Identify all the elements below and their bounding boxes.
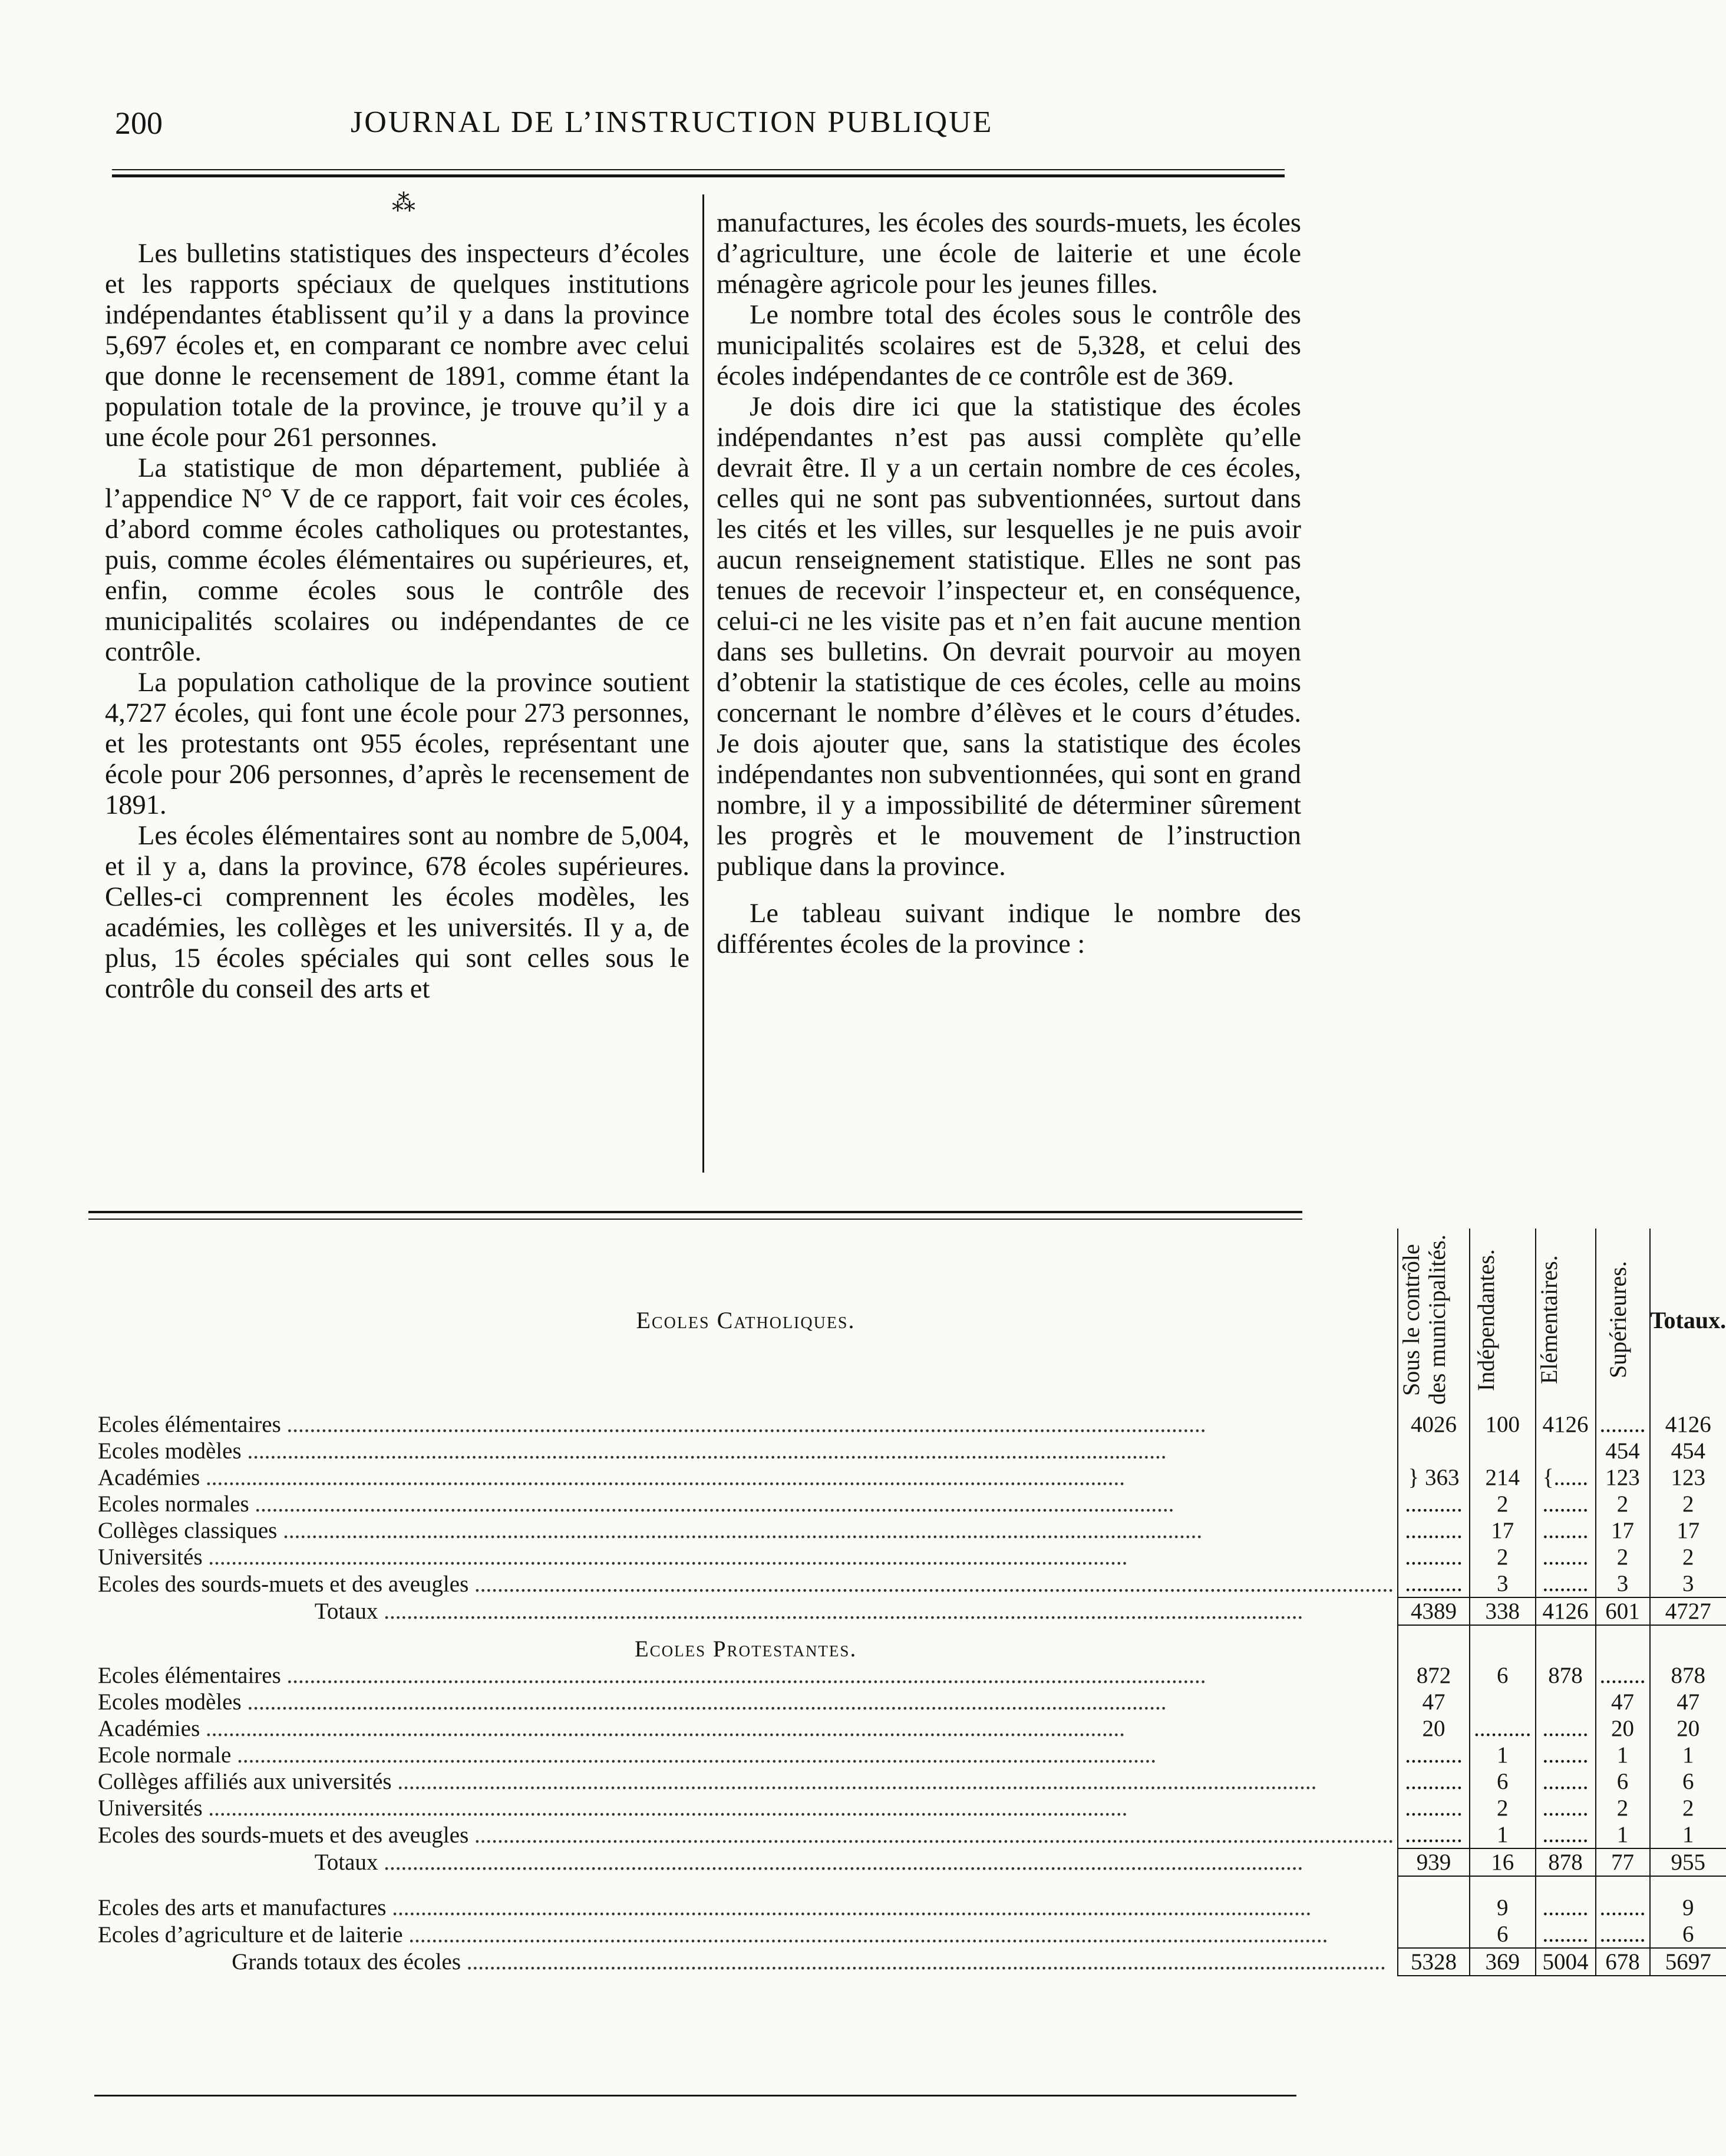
- row-label-text: Grands totaux des écoles: [232, 1949, 461, 1975]
- total-row: [94, 1848, 1726, 1876]
- cell-c4: 2: [1596, 1544, 1650, 1570]
- row-label-text: Collèges affiliés aux universités: [98, 1769, 392, 1794]
- cell-c4: 2: [1596, 1491, 1650, 1517]
- cell-c3: ........: [1536, 1921, 1596, 1948]
- cell-c1: 4026: [1398, 1411, 1470, 1438]
- cell-c1: ..........: [1398, 1491, 1470, 1517]
- cell-c5: 20: [1650, 1715, 1726, 1742]
- paragraph: Je dois dire ici que la statistique des écoles indépendantes n’est pas aussi complète qu’elle devrait être. Il y a un certain nombre de ces écoles, celles qui ne sont pas subventionnées, surtout dans les cités et les villes, sur lesquelles je ne puis avoir aucun renseignement statistique. Elles ne sont pas tenues de recevoir l’inspecteur et, en conséquence, celui-ci ne les visite pas et n’en fait aucune mention dans ses bulletins. On devrait pourvoir au moyen d’obtenir la statistique de ces écoles, celle au moins concernant le nombre d’élèves et le cours d’études. Je dois ajouter que, sans la statistique des écoles indépendantes non subventionnées, qui sont en grand nombre, il y a impossibilité de déterminer sûrement les progrès et le mouvement de l’instruction publique dans la province.: [717, 392, 1301, 881]
- row-label: [94, 1597, 1398, 1625]
- spacer-cell: [94, 1876, 1398, 1894]
- cell-c1: ..........: [1398, 1570, 1470, 1597]
- paragraph: Les écoles élémentaires sont au nombre de 5,004, et il y a, dans la province, 678 écoles supérieures. Celles-ci comprennent les écoles modèles, les académies, les collèges et les universités. Il y a, de plus, 15 écoles spéciales qui sont celles sous le contrôle du conseil des arts et: [105, 821, 689, 1004]
- cell-c2: 2: [1470, 1544, 1536, 1570]
- leader-dots: ................................................................................................................................................................: [378, 1599, 1303, 1624]
- table-row: [94, 1768, 1726, 1795]
- column-divider: [702, 194, 704, 1173]
- cell-c4: 3: [1596, 1570, 1650, 1597]
- schools-table: [94, 1229, 1726, 1976]
- cell-c2: 17: [1470, 1517, 1536, 1544]
- column-header-label: Supérieures.: [1604, 1261, 1631, 1379]
- cell-c1: } 363: [1398, 1464, 1470, 1491]
- table-top-rule: [88, 1211, 1302, 1213]
- spacer-row: [94, 1876, 1726, 1894]
- cell-c1: 939: [1398, 1848, 1470, 1876]
- right-column: [717, 208, 1301, 960]
- cell-c3: 878: [1536, 1662, 1596, 1689]
- empty-cell: [1596, 1876, 1650, 1894]
- cell-c2: 214: [1470, 1464, 1536, 1491]
- row-label-text: Universités: [98, 1544, 203, 1570]
- cell-c1: [1398, 1921, 1470, 1948]
- leader-dots: ................................................................................................................................................................: [200, 1716, 1126, 1741]
- leader-dots: ................................................................................................................................................................: [461, 1949, 1386, 1975]
- cell-c3: ........: [1536, 1491, 1596, 1517]
- cell-c5: 2: [1650, 1491, 1726, 1517]
- cell-c1: ..........: [1398, 1821, 1470, 1848]
- cell-c3: ........: [1536, 1715, 1596, 1742]
- header-rule-thin: [112, 169, 1285, 170]
- leader-dots: ................................................................................................................................................................: [468, 1822, 1394, 1848]
- table-top-rule-thin: [88, 1219, 1302, 1220]
- row-label: [94, 1742, 1398, 1768]
- leader-dots: ................................................................................................................................................................: [241, 1438, 1167, 1464]
- empty-cell: [1650, 1876, 1726, 1894]
- leader-dots: ................................................................................................................................................................: [402, 1921, 1328, 1947]
- row-label: [94, 1768, 1398, 1795]
- row-label-text: Totaux: [314, 1850, 378, 1875]
- cell-c4: 47: [1596, 1689, 1650, 1715]
- column-header: [1596, 1229, 1650, 1411]
- cell-c1: ..........: [1398, 1742, 1470, 1768]
- row-label: [94, 1662, 1398, 1689]
- cell-c2: ..........: [1470, 1715, 1536, 1742]
- cell-c2: 100: [1470, 1411, 1536, 1438]
- table-row: [94, 1438, 1726, 1464]
- row-label: [94, 1544, 1398, 1570]
- cell-c4: ........: [1596, 1894, 1650, 1921]
- table-row: [94, 1894, 1726, 1921]
- empty-cell: [1470, 1625, 1536, 1662]
- cell-c1: 47: [1398, 1689, 1470, 1715]
- section-heading: Ecoles Protestantes.: [634, 1636, 857, 1662]
- header-rule-thick: [112, 174, 1285, 177]
- cell-c2: 369: [1470, 1948, 1536, 1976]
- cell-c4: 123: [1596, 1464, 1650, 1491]
- cell-c2: 3: [1470, 1570, 1536, 1597]
- cell-c4: 1: [1596, 1742, 1650, 1768]
- section-heading-row: [94, 1625, 1726, 1662]
- row-label-text: Ecoles élémentaires: [98, 1663, 281, 1688]
- cell-c3: 878: [1536, 1848, 1596, 1876]
- cell-c1: ..........: [1398, 1768, 1470, 1795]
- cell-c3: ........: [1536, 1768, 1596, 1795]
- cell-c4: 6: [1596, 1768, 1650, 1795]
- paragraph: La population catholique de la province soutient 4,727 écoles, qui font une école pour 273 personnes, et les protestants ont 955 écoles, représentant une école pour 206 personnes, d’après le recensement de 1891.: [105, 668, 689, 820]
- cell-c4: 17: [1596, 1517, 1650, 1544]
- leader-dots: ................................................................................................................................................................: [280, 1412, 1206, 1437]
- cell-c5: 955: [1650, 1848, 1726, 1876]
- column-header: [1470, 1229, 1536, 1411]
- cell-c4: 601: [1596, 1597, 1650, 1625]
- empty-cell: [1536, 1876, 1596, 1894]
- row-label-text: Collèges classiques: [98, 1518, 278, 1543]
- column-header: [1398, 1229, 1470, 1411]
- cell-c3: 5004: [1536, 1948, 1596, 1976]
- leader-dots: ................................................................................................................................................................: [241, 1689, 1167, 1715]
- cell-c5: 4727: [1650, 1597, 1726, 1625]
- row-label-text: Totaux: [314, 1599, 378, 1624]
- cell-c5: 5697: [1650, 1948, 1726, 1976]
- cell-c2: 2: [1470, 1795, 1536, 1821]
- empty-cell: [1650, 1625, 1726, 1662]
- cell-c5: 47: [1650, 1689, 1726, 1715]
- paragraph: Le nombre total des écoles sous le contrôle des municipalités scolaires est de 5,328, et celui des écoles indépendantes de ce contrôle est de 369.: [717, 300, 1301, 391]
- cell-c3: ........: [1536, 1517, 1596, 1544]
- row-label-text: Ecoles des arts et manufactures: [98, 1895, 387, 1920]
- row-label-text: Ecoles d’agriculture et de laiterie: [98, 1921, 403, 1947]
- leader-dots: ................................................................................................................................................................: [202, 1795, 1128, 1821]
- leader-dots: ................................................................................................................................................................: [280, 1663, 1206, 1688]
- leader-dots: ................................................................................................................................................................: [386, 1895, 1312, 1920]
- cell-c1: ..........: [1398, 1544, 1470, 1570]
- paragraph: Le tableau suivant indique le nombre des différentes écoles de la province :: [717, 899, 1301, 959]
- cell-c4: 2: [1596, 1795, 1650, 1821]
- cell-c4: 77: [1596, 1848, 1650, 1876]
- cell-c1: 4389: [1398, 1597, 1470, 1625]
- table-row: [94, 1464, 1726, 1491]
- row-label: [94, 1517, 1398, 1544]
- cell-c1: ..........: [1398, 1795, 1470, 1821]
- table-row: [94, 1491, 1726, 1517]
- column-header-label: Indépendantes.: [1472, 1249, 1499, 1391]
- page-header: [0, 105, 1345, 152]
- row-label-text: Ecole normale: [98, 1742, 232, 1768]
- row-label: [94, 1715, 1398, 1742]
- asterism: ⁂: [392, 190, 415, 216]
- cell-c1: 872: [1398, 1662, 1470, 1689]
- cell-c3: [1536, 1689, 1596, 1715]
- cell-c4: ........: [1596, 1662, 1650, 1689]
- cell-c4: 678: [1596, 1948, 1650, 1976]
- leader-dots: ................................................................................................................................................................: [277, 1518, 1203, 1543]
- table-row: [94, 1544, 1726, 1570]
- cell-c2: 2: [1470, 1491, 1536, 1517]
- cell-c4: 454: [1596, 1438, 1650, 1464]
- cell-c2: 1: [1470, 1821, 1536, 1848]
- cell-c5: 878: [1650, 1662, 1726, 1689]
- row-label: [94, 1438, 1398, 1464]
- cell-c4: ........: [1596, 1411, 1650, 1438]
- cell-c3: [1536, 1438, 1596, 1464]
- row-label-text: Universités: [98, 1795, 203, 1821]
- column-header: [1536, 1229, 1596, 1411]
- row-label: [94, 1689, 1398, 1715]
- row-label-text: Ecoles des sourds-muets et des aveugles: [98, 1822, 469, 1848]
- cell-c2: 6: [1470, 1921, 1536, 1948]
- cell-c4: 20: [1596, 1715, 1650, 1742]
- paragraph: La statistique de mon département, publiée à l’appendice N° V de ce rapport, fait voir ces écoles, d’abord comme écoles catholiques ou protestantes, puis, comme écoles élémentaires ou supérieures, et, enfin, comme écoles sous le contrôle des municipalités scolaires ou indépendantes de ce contrôle.: [105, 453, 689, 667]
- table-row: [94, 1742, 1726, 1768]
- cell-c3: 4126: [1536, 1411, 1596, 1438]
- cell-c1: [1398, 1438, 1470, 1464]
- cell-c3: 4126: [1536, 1597, 1596, 1625]
- row-label-text: Ecoles modèles: [98, 1438, 242, 1464]
- bottom-rule: [94, 2095, 1296, 2096]
- row-label-text: Ecoles élémentaires: [98, 1412, 281, 1437]
- cell-c5: 6: [1650, 1921, 1726, 1948]
- table-row: [94, 1921, 1726, 1948]
- cell-c5: 1: [1650, 1821, 1726, 1848]
- row-label: [94, 1821, 1398, 1848]
- cell-c4: ........: [1596, 1921, 1650, 1948]
- row-label-text: Académies: [98, 1465, 200, 1490]
- empty-cell: [1470, 1876, 1536, 1894]
- table-row: [94, 1662, 1726, 1689]
- cell-c3: ........: [1536, 1742, 1596, 1768]
- table-row: [94, 1411, 1726, 1438]
- row-label-text: Ecoles des sourds-muets et des aveugles: [98, 1571, 469, 1597]
- row-label: [94, 1948, 1398, 1976]
- row-label: [94, 1921, 1398, 1948]
- page-number: 200: [115, 105, 163, 141]
- total-row: [94, 1597, 1726, 1625]
- cell-c5: 3: [1650, 1570, 1726, 1597]
- cell-c1: [1398, 1894, 1470, 1921]
- cell-c2: 338: [1470, 1597, 1536, 1625]
- cell-c3: ........: [1536, 1570, 1596, 1597]
- table-row: [94, 1517, 1726, 1544]
- table-header-row: [94, 1229, 1726, 1411]
- leader-dots: ................................................................................................................................................................: [378, 1850, 1303, 1875]
- leader-dots: ................................................................................................................................................................: [200, 1465, 1126, 1490]
- row-label-text: Académies: [98, 1716, 200, 1741]
- cell-c1: 20: [1398, 1715, 1470, 1742]
- paragraph: Les bulletins statistiques des inspecteurs d’écoles et les rapports spéciaux de quelques institutions indépendantes établissent qu’il y a dans la province 5,697 écoles et, en comparant ce nombre avec celui que donne le recensement de 1891, comme étant la population totale de la province, je trouve qu’il y a une école pour 261 personnes.: [105, 239, 689, 453]
- empty-cell: [1398, 1876, 1470, 1894]
- column-header-label: Sous le contrôle des municipalités.: [1398, 1234, 1451, 1405]
- row-label: [94, 1464, 1398, 1491]
- total-row: [94, 1948, 1726, 1976]
- table-row: [94, 1821, 1726, 1848]
- empty-cell: [1596, 1625, 1650, 1662]
- cell-c5: 454: [1650, 1438, 1726, 1464]
- leader-dots: ................................................................................................................................................................: [391, 1769, 1317, 1794]
- cell-c5: 4126: [1650, 1411, 1726, 1438]
- table-row: [94, 1689, 1726, 1715]
- cell-c5: 17: [1650, 1517, 1726, 1544]
- table-row: [94, 1570, 1726, 1597]
- cell-c2: 1: [1470, 1742, 1536, 1768]
- cell-c5: 1: [1650, 1742, 1726, 1768]
- column-header-label: Elémentaires.: [1535, 1255, 1562, 1385]
- cell-c2: 9: [1470, 1894, 1536, 1921]
- empty-cell: [1398, 1625, 1470, 1662]
- cell-c2: 16: [1470, 1848, 1536, 1876]
- cell-c2: [1470, 1689, 1536, 1715]
- row-label: [94, 1894, 1398, 1921]
- leader-dots: ................................................................................................................................................................: [202, 1544, 1128, 1570]
- leader-dots: ................................................................................................................................................................: [231, 1742, 1157, 1768]
- column-header: [1650, 1229, 1726, 1411]
- row-label: [94, 1491, 1398, 1517]
- cell-c3: ........: [1536, 1894, 1596, 1921]
- cell-c2: [1470, 1438, 1536, 1464]
- cell-c1: 5328: [1398, 1948, 1470, 1976]
- table-row: [94, 1795, 1726, 1821]
- cell-c5: 123: [1650, 1464, 1726, 1491]
- cell-c2: 6: [1470, 1768, 1536, 1795]
- leader-dots: ................................................................................................................................................................: [249, 1491, 1174, 1517]
- cell-c3: ........: [1536, 1795, 1596, 1821]
- cell-c5: 9: [1650, 1894, 1726, 1921]
- row-label-text: Ecoles modèles: [98, 1689, 242, 1715]
- cell-c5: 6: [1650, 1768, 1726, 1795]
- column-header-label: Totaux.: [1650, 1306, 1726, 1333]
- cell-c1: ..........: [1398, 1517, 1470, 1544]
- cell-c4: 1: [1596, 1821, 1650, 1848]
- catholic-heading: Ecoles Catholiques.: [636, 1306, 856, 1333]
- row-label: [94, 1411, 1398, 1438]
- leader-dots: ................................................................................................................................................................: [468, 1571, 1394, 1597]
- cell-c5: 2: [1650, 1544, 1726, 1570]
- empty-cell: [1536, 1625, 1596, 1662]
- cell-c5: 2: [1650, 1795, 1726, 1821]
- paragraph: manufactures, les écoles des sourds-muets, les écoles d’agriculture, une école de laiterie et une école ménagère agricole pour les jeunes filles.: [717, 208, 1301, 299]
- cell-c2: 6: [1470, 1662, 1536, 1689]
- row-label: [94, 1795, 1398, 1821]
- running-title: JOURNAL DE L’INSTRUCTION PUBLIQUE: [351, 105, 994, 139]
- table-row: [94, 1715, 1726, 1742]
- cell-c3: ........: [1536, 1821, 1596, 1848]
- cell-c3: {......: [1536, 1464, 1596, 1491]
- row-label-text: Ecoles normales: [98, 1491, 249, 1517]
- row-label: [94, 1848, 1398, 1876]
- cell-c3: ........: [1536, 1544, 1596, 1570]
- row-label: [94, 1570, 1398, 1597]
- left-column: [105, 239, 689, 1005]
